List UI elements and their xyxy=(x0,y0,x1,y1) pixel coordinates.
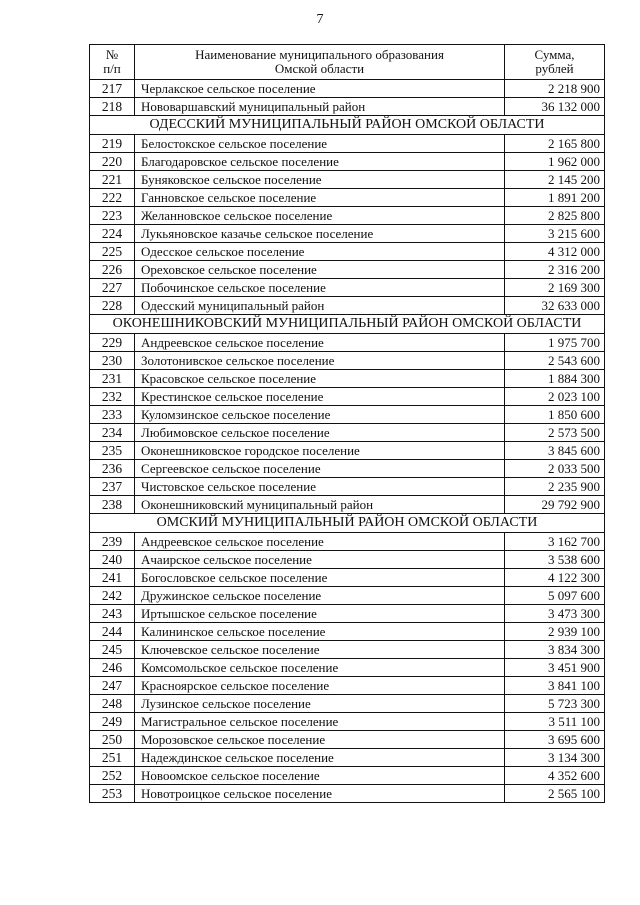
amount-rubles: 4 352 600 xyxy=(505,767,605,785)
row-number: 248 xyxy=(90,695,135,713)
header-sum-line2: рублей xyxy=(535,61,574,76)
municipality-name: Оконешниковское городское поселение xyxy=(135,442,505,460)
header-name xyxy=(135,45,505,80)
amount-rubles: 2 825 800 xyxy=(505,207,605,225)
row-number: 221 xyxy=(90,171,135,189)
table-row xyxy=(90,261,605,279)
amount-rubles: 2 573 500 xyxy=(505,424,605,442)
header-name-line1: Наименование муниципального образования xyxy=(195,47,444,62)
table-row xyxy=(90,551,605,569)
budget-table xyxy=(89,44,605,803)
municipality-name: Андреевское сельское поселение xyxy=(135,334,505,352)
amount-rubles: 3 215 600 xyxy=(505,225,605,243)
table-row xyxy=(90,207,605,225)
table-row xyxy=(90,785,605,803)
amount-rubles: 2 543 600 xyxy=(505,352,605,370)
amount-rubles: 1 962 000 xyxy=(505,153,605,171)
table-row xyxy=(90,334,605,352)
amount-rubles: 2 165 800 xyxy=(505,135,605,153)
table-row xyxy=(90,297,605,315)
municipality-name: Любимовское сельское поселение xyxy=(135,424,505,442)
amount-rubles: 1 975 700 xyxy=(505,334,605,352)
row-number: 233 xyxy=(90,406,135,424)
municipality-name: Калининское сельское поселение xyxy=(135,623,505,641)
municipality-name: Андреевское сельское поселение xyxy=(135,533,505,551)
row-number: 231 xyxy=(90,370,135,388)
row-number: 252 xyxy=(90,767,135,785)
municipality-name: Ганновское сельское поселение xyxy=(135,189,505,207)
amount-rubles: 3 134 300 xyxy=(505,749,605,767)
table-row xyxy=(90,388,605,406)
amount-rubles: 3 162 700 xyxy=(505,533,605,551)
table-row xyxy=(90,496,605,514)
municipality-name: Дружинское сельское поселение xyxy=(135,587,505,605)
municipality-name: Ореховское сельское поселение xyxy=(135,261,505,279)
municipality-name: Ключевское сельское поселение xyxy=(135,641,505,659)
table-row xyxy=(90,279,605,297)
municipality-name: Благодаровское сельское поселение xyxy=(135,153,505,171)
amount-rubles: 2 033 500 xyxy=(505,460,605,478)
amount-rubles: 2 565 100 xyxy=(505,785,605,803)
municipality-name: Желанновское сельское поселение xyxy=(135,207,505,225)
table-row xyxy=(90,460,605,478)
row-number: 247 xyxy=(90,677,135,695)
amount-rubles: 4 312 000 xyxy=(505,243,605,261)
district-heading: ОМСКИЙ МУНИЦИПАЛЬНЫЙ РАЙОН ОМСКОЙ ОБЛАСТИ xyxy=(90,514,605,533)
table-row xyxy=(90,623,605,641)
amount-rubles: 2 218 900 xyxy=(505,80,605,98)
table-row xyxy=(90,370,605,388)
row-number: 237 xyxy=(90,478,135,496)
municipality-name: Красовское сельское поселение xyxy=(135,370,505,388)
municipality-name: Белостокское сельское поселение xyxy=(135,135,505,153)
amount-rubles: 2 235 900 xyxy=(505,478,605,496)
row-number: 242 xyxy=(90,587,135,605)
amount-rubles: 2 169 300 xyxy=(505,279,605,297)
amount-rubles: 3 511 100 xyxy=(505,713,605,731)
amount-rubles: 1 850 600 xyxy=(505,406,605,424)
row-number: 225 xyxy=(90,243,135,261)
district-heading-row xyxy=(90,315,605,334)
table-row xyxy=(90,80,605,98)
row-number: 219 xyxy=(90,135,135,153)
district-heading: ОКОНЕШНИКОВСКИЙ МУНИЦИПАЛЬНЫЙ РАЙОН ОМСКОЙ ОБЛАСТИ xyxy=(90,315,605,334)
municipality-name: Куломзинское сельское поселение xyxy=(135,406,505,424)
table-row xyxy=(90,677,605,695)
municipality-name: Одесский муниципальный район xyxy=(135,297,505,315)
municipality-name: Иртышское сельское поселение xyxy=(135,605,505,623)
table-row xyxy=(90,533,605,551)
amount-rubles: 3 841 100 xyxy=(505,677,605,695)
municipality-name: Надеждинское сельское поселение xyxy=(135,749,505,767)
row-number: 232 xyxy=(90,388,135,406)
amount-rubles: 1 884 300 xyxy=(505,370,605,388)
amount-rubles: 5 097 600 xyxy=(505,587,605,605)
row-number: 235 xyxy=(90,442,135,460)
municipality-name: Богословское сельское поселение xyxy=(135,569,505,587)
municipality-name: Новотроицкое сельское поселение xyxy=(135,785,505,803)
table-row xyxy=(90,135,605,153)
row-number: 222 xyxy=(90,189,135,207)
amount-rubles: 2 939 100 xyxy=(505,623,605,641)
header-sum xyxy=(505,45,605,80)
table-header xyxy=(90,45,605,80)
row-number: 224 xyxy=(90,225,135,243)
amount-rubles: 32 633 000 xyxy=(505,297,605,315)
municipality-name: Нововаршавский муниципальный район xyxy=(135,98,505,116)
table-row xyxy=(90,243,605,261)
row-number: 249 xyxy=(90,713,135,731)
row-number: 228 xyxy=(90,297,135,315)
row-number: 239 xyxy=(90,533,135,551)
header-num xyxy=(90,45,135,80)
header-row xyxy=(90,45,605,80)
row-number: 217 xyxy=(90,80,135,98)
amount-rubles: 3 473 300 xyxy=(505,605,605,623)
table-body xyxy=(90,80,605,803)
amount-rubles: 2 145 200 xyxy=(505,171,605,189)
header-sum-line1: Сумма, xyxy=(534,47,575,62)
amount-rubles: 3 834 300 xyxy=(505,641,605,659)
district-heading: ОДЕССКИЙ МУНИЦИПАЛЬНЫЙ РАЙОН ОМСКОЙ ОБЛАСТИ xyxy=(90,116,605,135)
table-row xyxy=(90,731,605,749)
table-row xyxy=(90,442,605,460)
municipality-name: Магистральное сельское поселение xyxy=(135,713,505,731)
table-row xyxy=(90,406,605,424)
row-number: 243 xyxy=(90,605,135,623)
municipality-name: Побочинское сельское поселение xyxy=(135,279,505,297)
row-number: 230 xyxy=(90,352,135,370)
amount-rubles: 29 792 900 xyxy=(505,496,605,514)
row-number: 229 xyxy=(90,334,135,352)
row-number: 245 xyxy=(90,641,135,659)
municipality-name: Сергеевское сельское поселение xyxy=(135,460,505,478)
table-row xyxy=(90,225,605,243)
municipality-name: Золотонивское сельское поселение xyxy=(135,352,505,370)
municipality-name: Одесское сельское поселение xyxy=(135,243,505,261)
page-number: 7 xyxy=(316,12,324,27)
table-row xyxy=(90,352,605,370)
table-row xyxy=(90,171,605,189)
table-row xyxy=(90,424,605,442)
row-number: 238 xyxy=(90,496,135,514)
municipality-name: Красноярское сельское поселение xyxy=(135,677,505,695)
amount-rubles: 3 451 900 xyxy=(505,659,605,677)
table-row xyxy=(90,713,605,731)
table-row xyxy=(90,153,605,171)
municipality-name: Чистовское сельское поселение xyxy=(135,478,505,496)
row-number: 236 xyxy=(90,460,135,478)
row-number: 253 xyxy=(90,785,135,803)
district-heading-row xyxy=(90,116,605,135)
row-number: 220 xyxy=(90,153,135,171)
municipality-name: Буняковское сельское поселение xyxy=(135,171,505,189)
row-number: 226 xyxy=(90,261,135,279)
amount-rubles: 1 891 200 xyxy=(505,189,605,207)
row-number: 251 xyxy=(90,749,135,767)
table-row xyxy=(90,478,605,496)
municipality-name: Крестинское сельское поселение xyxy=(135,388,505,406)
municipality-name: Черлакское сельское поселение xyxy=(135,80,505,98)
municipality-name: Морозовское сельское поселение xyxy=(135,731,505,749)
table-row xyxy=(90,98,605,116)
row-number: 240 xyxy=(90,551,135,569)
amount-rubles: 2 316 200 xyxy=(505,261,605,279)
amount-rubles: 36 132 000 xyxy=(505,98,605,116)
municipality-name: Лузинское сельское поселение xyxy=(135,695,505,713)
row-number: 223 xyxy=(90,207,135,225)
municipality-name: Лукьяновское казачье сельское поселение xyxy=(135,225,505,243)
table-row xyxy=(90,749,605,767)
row-number: 246 xyxy=(90,659,135,677)
municipality-name: Новоомское сельское поселение xyxy=(135,767,505,785)
amount-rubles: 4 122 300 xyxy=(505,569,605,587)
row-number: 241 xyxy=(90,569,135,587)
table-row xyxy=(90,641,605,659)
amount-rubles: 5 723 300 xyxy=(505,695,605,713)
row-number: 234 xyxy=(90,424,135,442)
municipality-name: Ачаирское сельское поселение xyxy=(135,551,505,569)
amount-rubles: 2 023 100 xyxy=(505,388,605,406)
table-row xyxy=(90,587,605,605)
municipality-name: Оконешниковский муниципальный район xyxy=(135,496,505,514)
header-name-line2: Омской области xyxy=(274,61,365,76)
row-number: 250 xyxy=(90,731,135,749)
header-num-line1: № xyxy=(105,47,119,62)
municipality-name: Комсомольское сельское поселение xyxy=(135,659,505,677)
amount-rubles: 3 538 600 xyxy=(505,551,605,569)
table-row xyxy=(90,767,605,785)
row-number: 227 xyxy=(90,279,135,297)
amount-rubles: 3 695 600 xyxy=(505,731,605,749)
table-row xyxy=(90,605,605,623)
amount-rubles: 3 845 600 xyxy=(505,442,605,460)
table-row xyxy=(90,695,605,713)
table-row xyxy=(90,569,605,587)
header-num-line2: п/п xyxy=(103,61,121,76)
row-number: 244 xyxy=(90,623,135,641)
table-row xyxy=(90,659,605,677)
table-row xyxy=(90,189,605,207)
district-heading-row xyxy=(90,514,605,533)
row-number: 218 xyxy=(90,98,135,116)
